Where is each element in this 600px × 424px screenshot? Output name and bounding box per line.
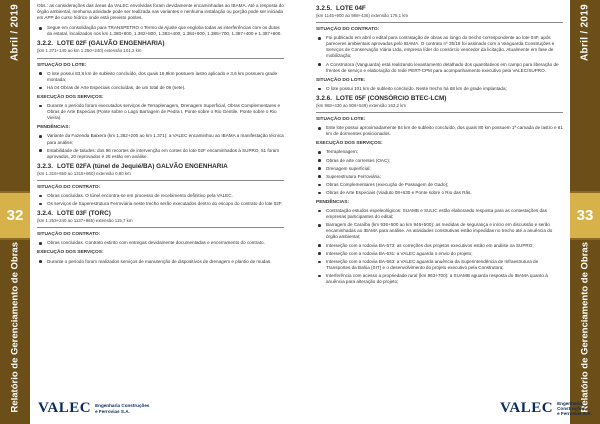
- section-subtitle: (km 1.253+240 ao 1137+865) extensão 115,7 km: [37, 218, 133, 224]
- list-item: Terraplenagem;: [316, 149, 563, 155]
- left-valec-logo: [38, 400, 149, 417]
- list-item: O lote possui 101 km de subleito concluído. Neste trecho há 68 km de grade implantada;: [316, 86, 563, 92]
- subheading: SITUAÇÃO DO LOTE:: [316, 117, 366, 123]
- list-item: Interseção com a rodovia BA-663: a VALEC aguarda anuência da Superintendência de Infraestrutura de Transportes da Bahia (SIT) e o desenvolvimento do projeto executivo pela Construtora;: [316, 259, 563, 271]
- section-subtitle: (km 1.316+650 ao 1315+860) extensão 0,80 km: [37, 170, 131, 176]
- divider: [316, 112, 563, 113]
- list: [316, 208, 563, 285]
- list: [316, 86, 563, 92]
- divider: [37, 180, 284, 181]
- logo-wordmark: VALEC: [500, 400, 554, 416]
- right-sidebar: [570, 0, 600, 424]
- intro-paragraph: Obs.: as considerações das áreas da VALEC envolvidas foram devidamente encaminhadas ao IBAMA. Até a resposta do órgão ambiental, nenhuma atividade pode ser realizada nas variantes e nenhuma instalação ou porção pode ser iniciada em APP de curso hídrico onde está previsto pontes.: [37, 3, 284, 21]
- subheading: SITUAÇÃO DO LOTE:: [316, 77, 366, 83]
- section-heading-3-2-3: 3.2.3. LOTE 02FA (túnel de Jequié/BA) GALVÃO ENGENHARIA: [37, 162, 228, 170]
- list-item: Interseção com a rodovia BA-631: a VALEC aguarda o envio do projeto;: [316, 251, 563, 257]
- subheading: EXECUÇÃO DOS SERVIÇOS:: [37, 94, 104, 100]
- list: [316, 149, 563, 196]
- section-subtitle: (km 1145+900 ao 968+436) extensão 178,1 km: [316, 13, 409, 18]
- subheading: SITUAÇÃO DO CONTRATO:: [37, 184, 101, 190]
- left-report-title: Relatório de Gerenciamento de Obras: [9, 242, 21, 413]
- list-item: Interseção com a rodovia BA-573: as correções dos projetos executivos estão em análise na SUPRO;: [316, 243, 563, 249]
- subheading: PENDÊNCIAS:: [37, 125, 71, 131]
- logo-wordmark: VALEC: [38, 400, 92, 416]
- list-item: Superestrutura Ferroviária;: [316, 174, 563, 180]
- section-heading-3-2-2: 3.2.2. LOTE 02F (GALVÃO ENGENHARIA): [37, 40, 165, 48]
- right-page-number: 33: [570, 191, 600, 240]
- list: [37, 71, 284, 91]
- list-item: O lote possui 83,8 km de subleito concluído, dos quais 16,9km possuem lastro aplicado e 3,6 km possuem grade montada;: [37, 71, 284, 83]
- list-item: Durante o período foram realizados serviços de manutenção de dispositivos de drenagem e plantio de mudas.: [37, 259, 284, 265]
- subheading: SITUAÇÃO DO LOTE:: [37, 62, 87, 68]
- right-page-content: [316, 3, 563, 288]
- subheading: SITUAÇÃO DO CONTRATO:: [316, 27, 380, 33]
- section-heading-3-2-4: 3.2.4. LOTE 03F (TORC): [37, 210, 111, 218]
- list-item: Os serviços de Superestrutura Ferroviária neste trecho serão executados dentro do escopo do contrato do lote 02F.: [37, 201, 284, 207]
- list-item: Barragem de Caraíba (km 936+500 ao km 946+500): as medidas de segurança e início em discussão e serão encaminhadas ao IBAMA para análise. As atividades construtivas estão impedidas no trecho até a anuência do órgão ambiental;: [316, 222, 563, 240]
- list-item: Este lote possui aproximadamente 84 km de subleito concluído, dos quais 80 km possuem 1ª camada de lastro e 61 km de dormentes posicionados.: [316, 125, 563, 137]
- right-report-title: Relatório de Gerenciamento de Obras: [579, 242, 591, 413]
- list-item: Durante o período foram executados serviços de Terraplenagem, Drenagem Superficial, Obras Complementares e Obras de Arte Especias (Ponte sobre o Lago Barragem de Pedra I, Ponte sobre o Rio Gentile, Ponte sobre o Rio Vieira).: [37, 103, 284, 121]
- list: [37, 133, 284, 159]
- logo-caption: Engenharia Construções e Ferrovias S.A.: [557, 400, 592, 417]
- section-subtitle: (km 968+430 ao 806+549) extensão 163,2 km: [316, 102, 407, 108]
- list-item: Estabilidade de taludes: dos 96 recortes de intervenção em cortes do lote 02F encaminhados à SUPRO, 51 foram aprovados, 20 reprovados e 25 estão em análise.: [37, 148, 284, 160]
- left-sidebar: [0, 0, 30, 424]
- divider: [37, 58, 284, 59]
- list: [37, 193, 284, 207]
- list-item: Obras concluídas. Contrato extinto com entregas devidamente documentadas e encerramento do contrato.: [37, 240, 284, 246]
- list-item: Interferência com acesso a propriedade rural (km 963+700): a SUAMB aguarda resposta do IBAMA quanto à anuência para alteração do projeto;: [316, 273, 563, 285]
- right-valec-logo: [500, 400, 600, 417]
- list: [37, 259, 284, 265]
- right-date-label: Abril / 2019: [579, 4, 591, 61]
- list-item: Contratação estudos espeleológicos: SUAMB e SULIC estão elaborando resposta para as contestações das empresas participantes do edital;: [316, 208, 563, 220]
- list: [37, 240, 284, 246]
- divider: [316, 22, 563, 23]
- left-page-content: [37, 3, 284, 268]
- list-item: Drenagem superficial;: [316, 166, 563, 172]
- list: [37, 103, 284, 121]
- section-heading-3-2-5: 3.2.5. LOTE 04F: [316, 5, 366, 12]
- list: [316, 125, 563, 137]
- subheading: PENDÊNCIAS:: [316, 199, 350, 205]
- list-item: Há 04 Obras de Arte Especiais concluídas, de um total de 09 (sete).: [37, 85, 284, 91]
- subheading: EXECUÇÃO DOS SERVIÇOS:: [316, 141, 383, 147]
- list-item: Obras concluídas. O túnel encontra-se em processo de recebimento definitivo pela VALEC.: [37, 193, 284, 199]
- list: [316, 35, 563, 74]
- left-page-number: 32: [0, 191, 30, 240]
- list-item: Obras de arte correntes (OAC);: [316, 158, 563, 164]
- left-date-label: Abril / 2019: [9, 4, 21, 61]
- section-heading-3-2-6: 3.2.6. LOTE 05F (CONSÓRCIO BTEC-LCM): [316, 94, 447, 102]
- section-subtitle: (km 1.371+140 ao km 1.250+240) extensão 101,2 km: [37, 48, 142, 54]
- logo-caption: Engenharia Construções e Ferrovias S.A.: [95, 403, 150, 414]
- list-item: A Construtora (Vanguarda) está realizando levantamento detalhado dos quantitativos em campo para liberação de frentes de serviço e elaboração do rede PERT-CPM para acompanhamento executivo pela VALEC/SUPRO.: [316, 62, 563, 74]
- subheading: EXECUÇÃO DOS SERVIÇOS:: [37, 250, 104, 256]
- list-item: Foi publicado em abril o edital para contratação de obras ao longo do trecho correspondente ao lote 04F, após pareceres ambientais aprovados pelo IBAMA. O contrato nº 35/18 foi assinado com a Vanguarda Construções e Serviços de Conservação Viária Ltda, empresa líder do consórcio vencedor da licitação. Atualmente em fase de mobilização;: [316, 35, 563, 59]
- list-item: Segue em consolidação para TRANSPETRO o Termo de Ajuste que engloba todas as interferências com os dutos da estatal, localizados nos km 1.380+800, 1.382+800, 1.383+400, 1.384+900, 1.385+700, 1.387+400 e 1.387+800.: [37, 25, 284, 37]
- list-item: Obras de Arte Especiais (Viaduto 08+630 e Ponte sobre o Rio das Rãs.: [316, 190, 563, 196]
- intro-list: [37, 25, 284, 37]
- list-item: Variante da Fazenda Baixera (km 1.362+200 ao km 1.371): a VALEC encaminhou ao IBAMA a manifestação técnica para análise;: [37, 133, 284, 145]
- divider: [37, 227, 284, 228]
- subheading: SITUAÇÃO DO CONTRATO:: [37, 232, 101, 238]
- list-item: Obras Complementares (execução de Passagem de Gado);: [316, 182, 563, 188]
